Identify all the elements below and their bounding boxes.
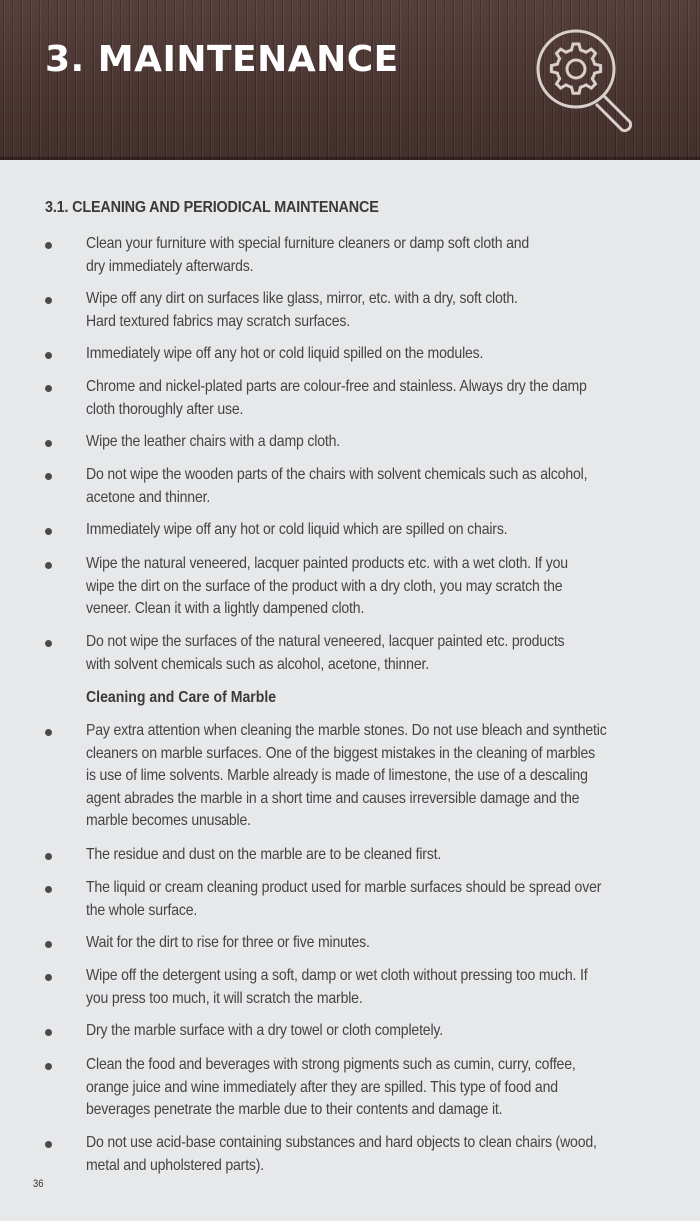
list-item-text: Chrome and nickel-plated parts are colour-free and stainless. Always dry the damp cloth thoroughly after use.: [86, 378, 587, 418]
bullet-icon: [45, 1029, 52, 1036]
list-item-text: Immediately wipe off any hot or cold liquid spilled on the modules.: [86, 345, 484, 362]
list-item-text: Clean the food and beverages with strong pigments such as cumin, curry, coffee, orange juice and wine immediately after they are spilled. This type of food and beverages penetrate the marble due to their contents and damage it.: [86, 1056, 576, 1118]
gear-magnifier-icon: [532, 26, 648, 142]
bullet-icon: [45, 729, 52, 736]
bullet-icon: [45, 440, 52, 447]
list-item-text: Wipe the natural veneered, lacquer painted products etc. with a wet cloth. If you wipe the dirt on the surface of the product with a dry cloth, you may scratch the veneer. Clean it with a lightly dampened cloth.: [86, 555, 568, 617]
bullet-icon: [45, 528, 52, 535]
list-item-text: The liquid or cream cleaning product used for marble surfaces should be spread over the whole surface.: [86, 879, 602, 919]
section-heading: 3.1. CLEANING AND PERIODICAL MAINTENANCE: [45, 199, 379, 216]
bullet-icon: [45, 941, 52, 948]
list-item-text: The residue and dust on the marble are to be cleaned first.: [86, 846, 442, 863]
list-item-text: Immediately wipe off any hot or cold liquid which are spilled on chairs.: [86, 521, 508, 538]
page-title: 3. MAINTENANCE: [45, 39, 399, 80]
bullet-icon: [45, 853, 52, 860]
list-item-text: Do not use acid-base containing substances and hard objects to clean chairs (wood, metal and upholstered parts).: [86, 1134, 597, 1174]
list-item-text: Wipe off any dirt on surfaces like glass, mirror, etc. with a dry, soft cloth. Hard textured fabrics may scratch surfaces.: [86, 290, 518, 330]
bullet-icon: [45, 473, 52, 480]
list-item-text: Do not wipe the wooden parts of the chairs with solvent chemicals such as alcohol, acetone and thinner.: [86, 466, 588, 506]
bullet-icon: [45, 352, 52, 359]
marble-heading: Cleaning and Care of Marble: [86, 689, 277, 706]
bullet-icon: [45, 1141, 52, 1148]
bullet-icon: [45, 562, 52, 569]
bullet-icon: [45, 242, 52, 249]
list-item-text: Wipe the leather chairs with a damp cloth.: [86, 433, 341, 450]
list-item-text: Wait for the dirt to rise for three or five minutes.: [86, 934, 370, 951]
list-item-text: Do not wipe the surfaces of the natural veneered, lacquer painted etc. products with solvent chemicals such as alcohol, acetone, thinner.: [86, 633, 565, 673]
bullet-icon: [45, 1063, 52, 1070]
page-number: 36: [33, 1178, 44, 1190]
bullet-icon: [45, 886, 52, 893]
list-item-text: Wipe off the detergent using a soft, damp or wet cloth without pressing too much. If you press too much, it will scratch the marble.: [86, 967, 588, 1007]
bullet-icon: [45, 385, 52, 392]
list-item-text: Clean your furniture with special furniture cleaners or damp soft cloth and dry immediately afterwards.: [86, 235, 530, 275]
bullet-icon: [45, 297, 52, 304]
page-header: [0, 0, 700, 160]
list-item-text: Pay extra attention when cleaning the marble stones. Do not use bleach and synthetic cleaners on marble surfaces. One of the biggest mistakes in the cleaning of marbles is use of lime solvents. Marble already is made of limestone, the use of a descaling agent abrades the marble in a short time and causes irreversible damage and the marble becomes unusable.: [86, 722, 607, 829]
list-item-text: Dry the marble surface with a dry towel or cloth completely.: [86, 1022, 443, 1039]
bullet-icon: [45, 640, 52, 647]
bullet-icon: [45, 974, 52, 981]
